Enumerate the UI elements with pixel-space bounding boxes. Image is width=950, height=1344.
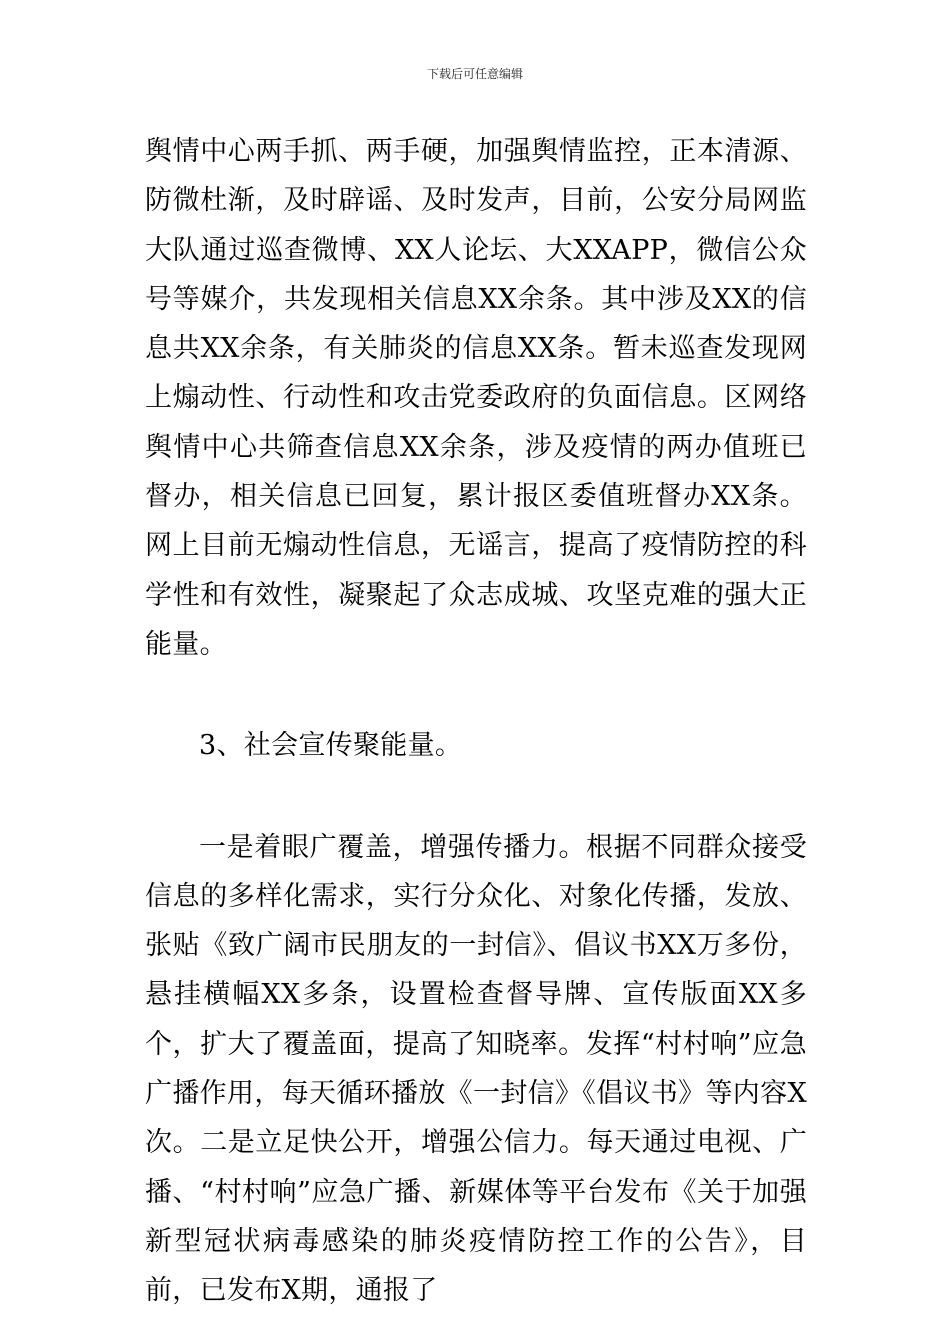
document-body: [145, 127, 807, 1316]
paragraph-gap: [145, 771, 807, 823]
paragraph-publicity: 一是着眼广覆盖，增强传播力。根据不同群众接受信息的多样化需求，实行分众化、对象化传播，发放、张贴《致广阔市民朋友的一封信》、倡议书XX万多份，悬挂横幅XX多条，设置检查督导牌、宣传版面XX多个，扩大了覆盖面，提高了知晓率。发挥“村村响”应急广播作用，每天循环播放《一封信》《倡议书》等内容X次。二是立足快公开，增强公信力。每天通过电视、广播、“村村响”应急广播、新媒体等平台发布《关于加强新型冠状病毒感染的肺炎疫情防控工作的公告》，目前，已发布X期，通报了: [145, 831, 807, 1307]
page-header-note: 下载后可任意编辑: [426, 67, 523, 81]
paragraph-continued: 舆情中心两手抓、两手硬，加强舆情监控，正本清源、防微杜渐，及时辟谣、及时发声，目前，公安分局网监大队通过巡查微博、XX人论坛、大XXAPP，微信公众号等媒介，共发现相关信息XX余条。其中涉及XX的信息共XX余条，有关肺炎的信息XX条。暂未巡查发现网上煽动性、行动性和攻击党委政府的负面信息。区网络舆情中心共筛查信息XX余条，涉及疫情的两办值班已督办，相关信息已回复，累计报区委值班督办XX条。网上目前无煽动性信息，无谣言，提高了疫情防控的科学性和有效性，凝聚起了众志成城、攻坚克难的强大正能量。: [145, 136, 807, 660]
paragraph-gap: [145, 669, 807, 721]
section-heading: 3、社会宣传聚能量。: [199, 730, 463, 762]
